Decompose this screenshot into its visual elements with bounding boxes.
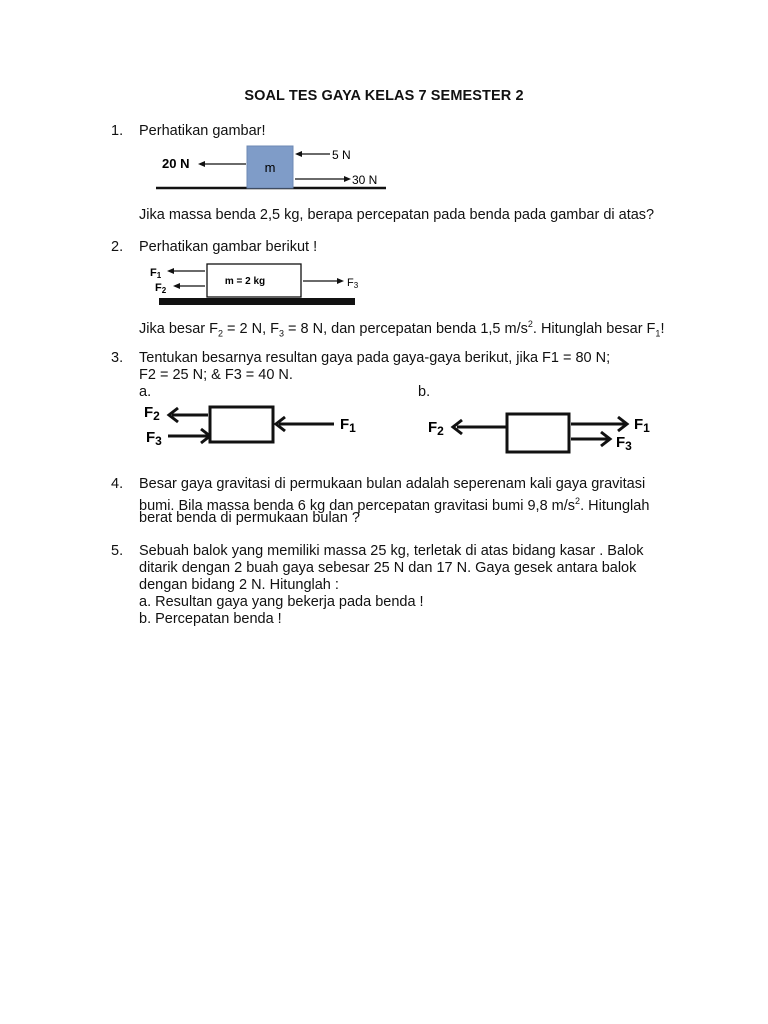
q1-question: Jika massa benda 2,5 kg, berapa percepatan pada benda pada gambar di atas? (139, 207, 655, 223)
q3-line2: F2 = 25 N; & F3 = 40 N. (139, 367, 293, 383)
q3-label-b: b. (418, 384, 431, 400)
q5-line5: b. Percepatan benda ! (139, 611, 282, 627)
q5-line1: Sebuah balok yang memiliki massa 25 kg, terletak di atas bidang kasar . Balok (139, 543, 644, 559)
f1-label: F1 (150, 267, 162, 280)
q3-label-a: a. (139, 384, 152, 400)
mass-label: m = 2 kg (224, 276, 266, 287)
f2-label: $F_2$ (428, 419, 444, 438)
block (210, 407, 273, 442)
q3-line1: Tentukan besarnya resultan gaya pada gaya-gaya berikut, jika F1 = 80 N; (139, 350, 611, 366)
q3a-force-diagram (140, 398, 370, 450)
page-title: SOAL TES GAYA KELAS 7 SEMESTER 2 (244, 88, 524, 104)
ground-bar (159, 298, 355, 305)
f2-label: $F_2$ (144, 404, 160, 423)
f2-label: F2 (155, 282, 167, 295)
left-force-label: 20 N (162, 156, 190, 171)
q4-number: 4. (111, 476, 124, 492)
q4-line1: Besar gaya gravitasi di permukaan bulan adalah seperenam kali gaya gravitasi (139, 476, 646, 492)
left-force-arrowhead (198, 161, 205, 167)
f3-arrowhead (337, 278, 344, 284)
q1-force-diagram (150, 140, 400, 195)
top-force-label: 5 N (332, 148, 351, 162)
q1-number: 1. (111, 123, 124, 139)
q5-line2: ditarik dengan 2 buah gaya sebesar 25 N dan 17 N. Gaya gesek antara balok (139, 560, 637, 576)
q4-line3: berat benda di permukaan bulan ? (139, 510, 360, 526)
f1-label: $F_1$ (634, 416, 650, 435)
top-force-arrowhead (295, 151, 302, 157)
mass-label: m (264, 160, 276, 175)
bottom-force-label: 30 N (352, 173, 378, 187)
q2-prompt: Perhatikan gambar berikut ! (139, 239, 318, 255)
f3-label: F3 (347, 277, 359, 290)
f1-label: $F_1$ (340, 416, 356, 435)
q1-prompt: Perhatikan gambar! (139, 123, 266, 139)
q5-line4: a. Resultan gaya yang bekerja pada benda ! (139, 594, 424, 610)
q2-force-diagram (145, 258, 375, 310)
f3-label: $F_3$ (146, 429, 162, 448)
q2-question: Jika besar $F_2 = 2$ N, $F_3 = 8$ N, dan percepatan benda 1,5 $m/s^2$. Hitunglah besar $F_1$! (139, 319, 665, 339)
f2-arrowhead (173, 283, 180, 289)
f1-arrowhead (167, 268, 174, 274)
f3-label: $F_3$ (616, 434, 632, 453)
bottom-force-arrowhead (344, 176, 351, 182)
block (507, 414, 569, 452)
q3b-force-diagram (425, 405, 665, 455)
q3-number: 3. (111, 350, 124, 366)
q2-number: 2. (111, 239, 124, 255)
q4-line2: bumi. Bila massa benda 6 kg dan percepatan gravitasi bumi 9,8 $m/s^2$. Hitunglah (139, 496, 650, 514)
q5-line3: dengan bidang 2 N. Hitunglah : (139, 577, 339, 593)
q5-number: 5. (111, 543, 124, 559)
